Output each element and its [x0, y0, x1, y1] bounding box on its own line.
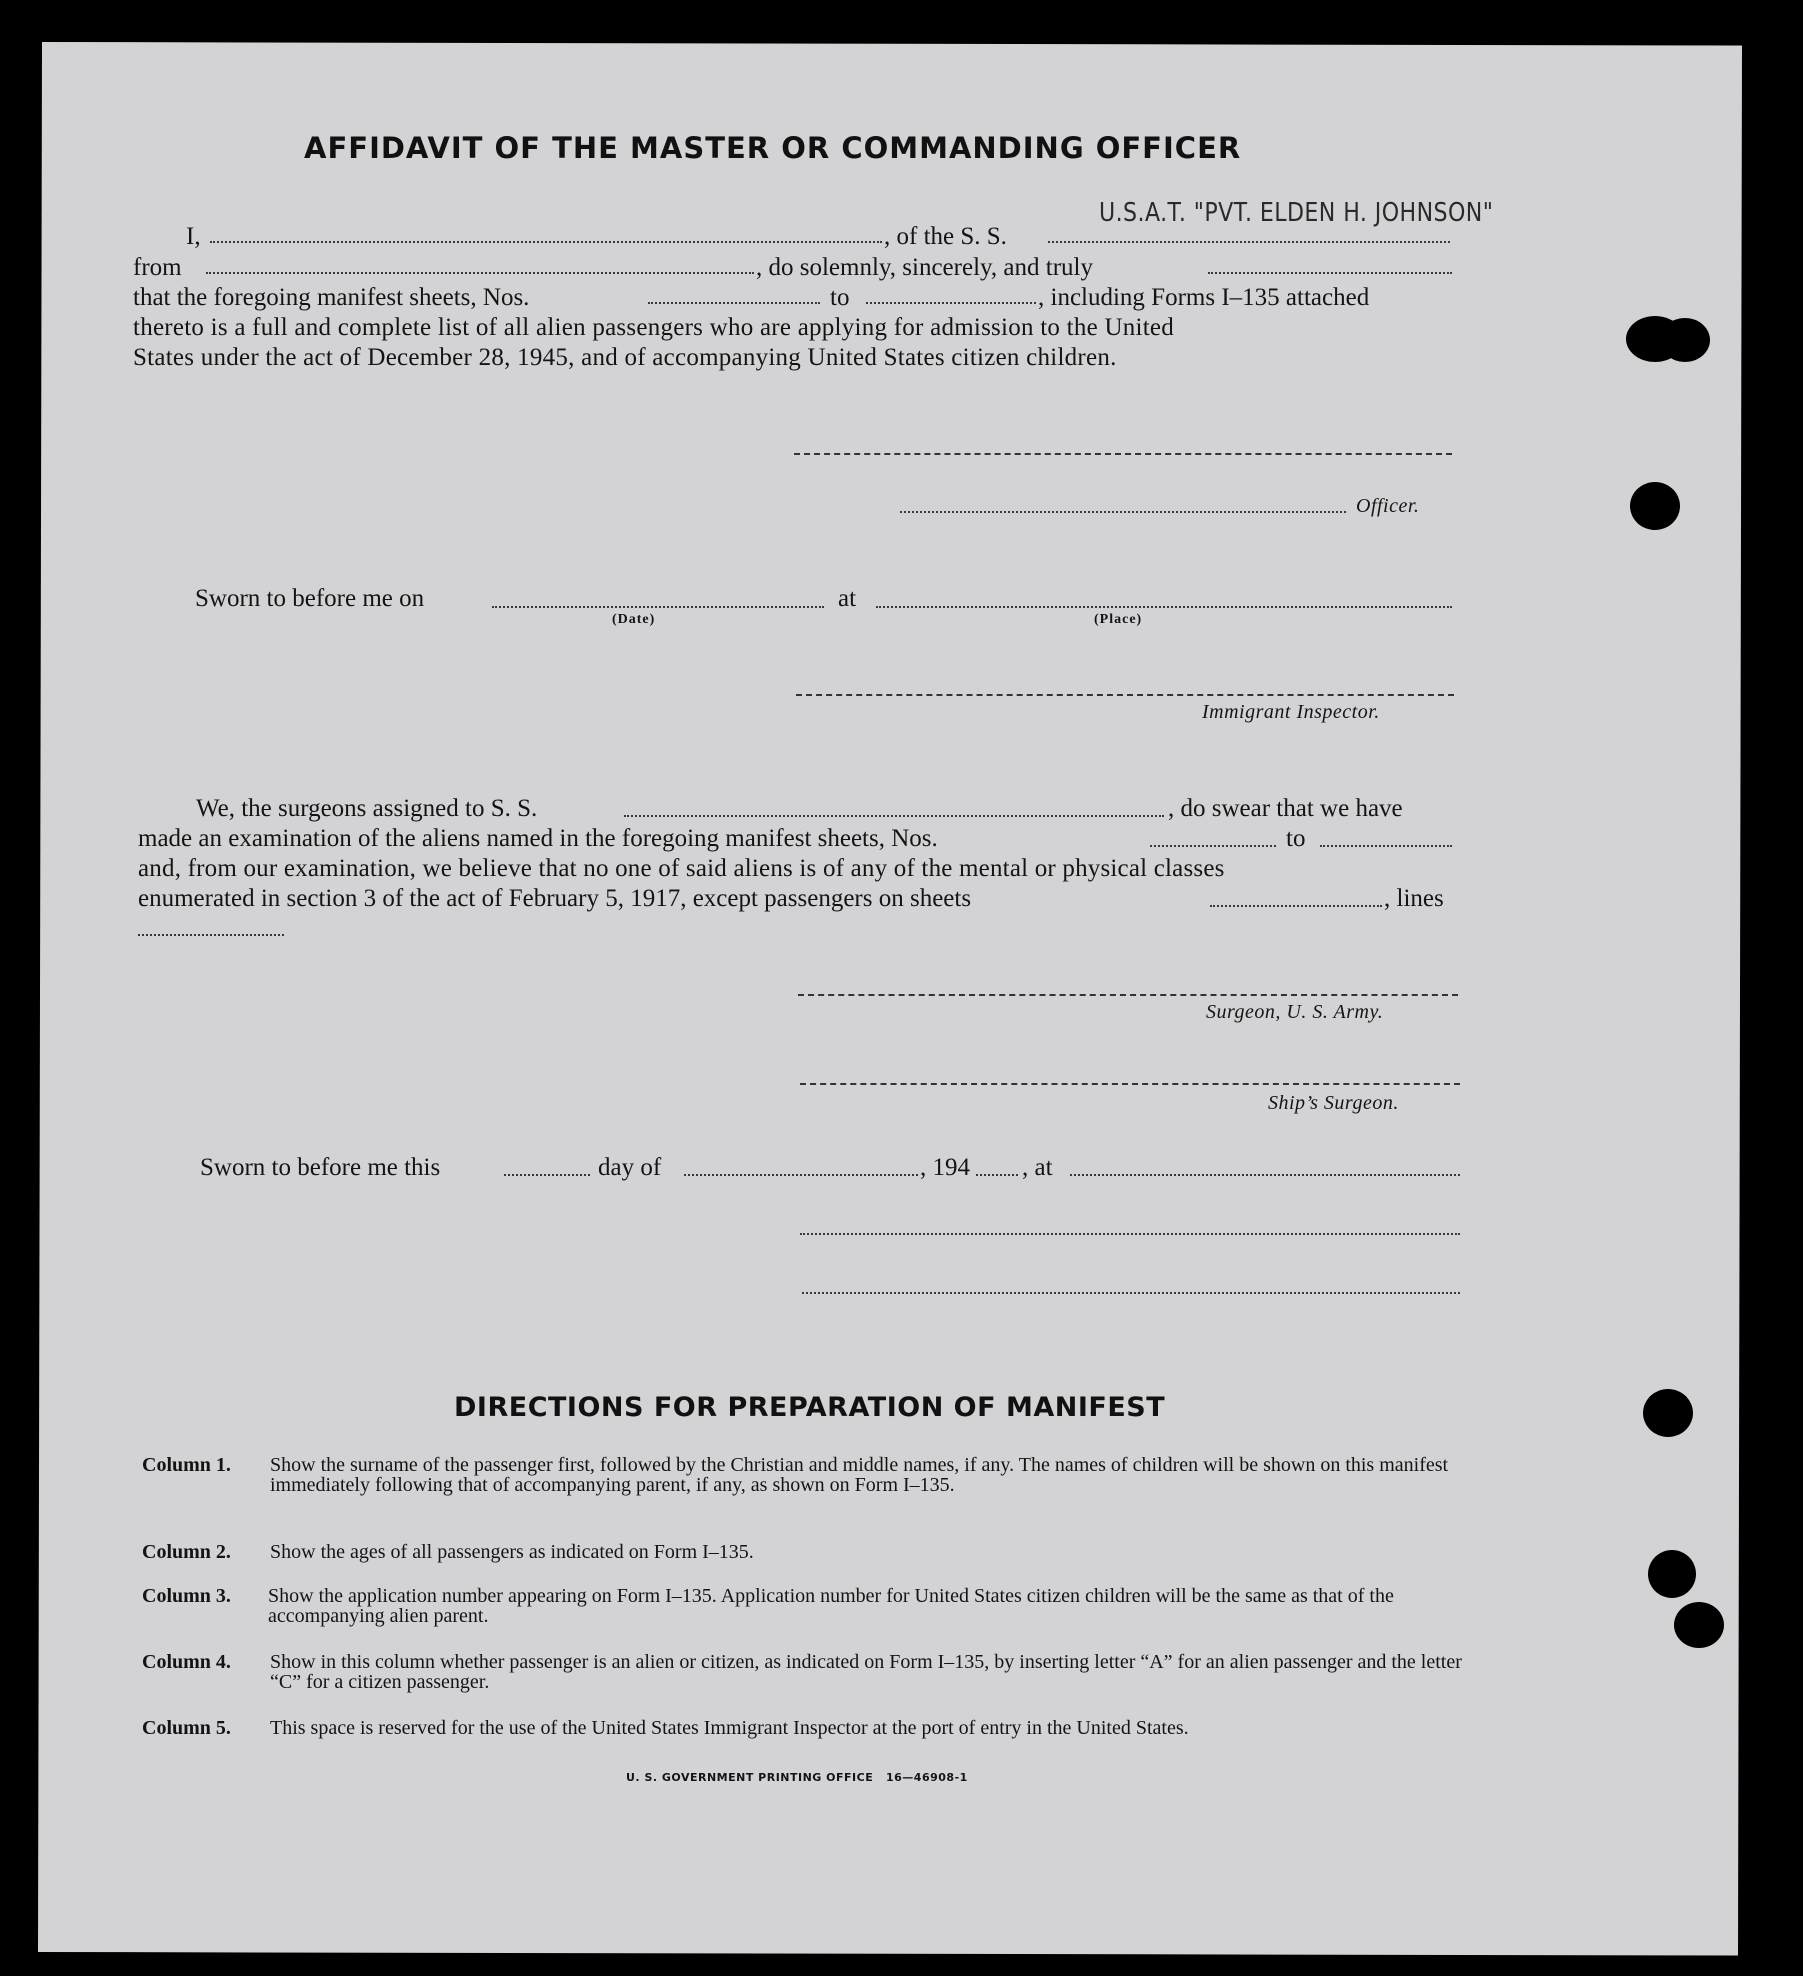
surgeons-line2-a: made an examination of the aliens named in the foregoing manifest sheets, Nos.: [138, 825, 938, 852]
inspector-signature-line[interactable]: [796, 694, 1454, 696]
sworn1-at: at: [838, 585, 857, 612]
column-1-text: Show the surname of the passenger first, followed by the Christian and middle names, if any. The names of children will be shown on this manifest immediately following that of accompanying parent, if any, as shown on Form I–135.: [270, 1454, 1449, 1496]
sworn2-signature-line-2[interactable]: [802, 1292, 1460, 1294]
sworn2-day-field[interactable]: [504, 1174, 590, 1176]
master-signature-line[interactable]: [794, 453, 1452, 455]
affidavit-line5: States under the act of December 28, 1945, and of accompanying United States citizen children.: [133, 344, 1117, 371]
ship-name-field[interactable]: [1048, 241, 1450, 243]
directions-title: DIRECTIONS FOR PREPARATION OF MANIFEST: [454, 1392, 1166, 1423]
affidavit-line3-b: to: [830, 284, 850, 311]
column-3-text: Show the application number appearing on Form I–135. Application number for United States citizen children will be the same as that of the accompanying alien parent.: [268, 1585, 1394, 1627]
surgeons-sheet-to-field[interactable]: [1320, 845, 1452, 847]
surgeons-sheet-from-field[interactable]: [1150, 845, 1276, 847]
date-caption: (Date): [612, 612, 656, 627]
surgeons-line3: and, from our examination, we believe that no one of said aliens is of any of the mental or physical classes: [138, 855, 1225, 882]
column-5-text: This space is reserved for the use of the United States Immigrant Inspector at the port of entry in the United States.: [270, 1717, 1189, 1739]
column-4-text: Show in this column whether passenger is an alien or citizen, as indicated on Form I–135, by inserting letter “A” for an alien passenger and the letter “C” for a citizen passenger.: [270, 1651, 1462, 1693]
place-caption: (Place): [1094, 612, 1143, 627]
affidavit-line3-c: , including Forms I–135 attached: [1038, 284, 1370, 311]
sworn1-prefix: Sworn to before me on: [195, 585, 425, 612]
punch-hole: [1648, 1550, 1696, 1598]
sheet-from-field[interactable]: [648, 302, 820, 304]
sworn2-prefix: Sworn to before me this: [200, 1154, 441, 1181]
surgeons-line4-b: , lines: [1384, 885, 1444, 912]
punch-hole: [1660, 318, 1710, 362]
affidavit-line2-a: from: [133, 254, 182, 281]
punch-hole: [1643, 1389, 1693, 1437]
affidavit-line2-b: , do solemnly, sincerely, and truly: [756, 254, 1093, 281]
sworn1-date-field[interactable]: [492, 606, 824, 608]
column-3-label: Column 3.: [142, 1585, 231, 1607]
punch-hole: [1674, 1602, 1724, 1648]
inspector-label: Immigrant Inspector.: [1202, 701, 1380, 723]
punch-hole: [1630, 482, 1680, 530]
sworn2-at: , at: [1022, 1154, 1053, 1181]
column-5-label: Column 5.: [142, 1717, 231, 1739]
surgeons-ship-field[interactable]: [624, 815, 1164, 817]
except-sheets-field[interactable]: [1210, 905, 1382, 907]
surgeons-line1-a: We, the surgeons assigned to S. S.: [196, 795, 538, 822]
from-port-field[interactable]: [206, 272, 754, 274]
surgeons-line2-b: to: [1286, 825, 1306, 852]
sworn2-year: , 194: [920, 1154, 970, 1181]
sworn2-year-field[interactable]: [976, 1174, 1018, 1176]
officer-label: Officer.: [1356, 495, 1420, 517]
sworn2-signature-line-1[interactable]: [800, 1233, 1460, 1235]
army-surgeon-label: Surgeon, U. S. Army.: [1206, 1001, 1384, 1023]
ship-surgeon-signature-line[interactable]: [800, 1083, 1460, 1085]
column-4-label: Column 4.: [142, 1651, 231, 1673]
printer-credit: U. S. GOVERNMENT PRINTING OFFICE: [626, 1771, 874, 1784]
affidavit-title: AFFIDAVIT OF THE MASTER OR COMMANDING OFFICER: [304, 131, 1242, 165]
column-1-label: Column 1.: [142, 1454, 231, 1476]
affidavit-line1-b: , of the S. S.: [884, 223, 1007, 250]
officer-title-field[interactable]: [900, 511, 1346, 513]
column-2-label: Column 2.: [142, 1541, 231, 1563]
affidavit-line3-a: that the foregoing manifest sheets, Nos.: [133, 284, 530, 311]
form-code: 16—46908-1: [886, 1771, 968, 1784]
affidavit-line4: thereto is a full and complete list of all alien passengers who are applying for admission to the United: [133, 314, 1175, 341]
sheet-to-field[interactable]: [866, 302, 1036, 304]
oath-field[interactable]: [1208, 272, 1452, 274]
ship-surgeon-label: Ship’s Surgeon.: [1268, 1092, 1399, 1114]
surgeons-line4-a: enumerated in section 3 of the act of February 5, 1917, except passengers on sheets: [138, 885, 972, 912]
surgeons-line1-b: , do swear that we have: [1168, 795, 1403, 822]
except-lines-field[interactable]: [138, 934, 284, 936]
ship-name-stamp: U.S.A.T. "PVT. ELDEN H. JOHNSON": [1099, 198, 1494, 228]
army-surgeon-signature-line[interactable]: [798, 994, 1458, 996]
officer-name-field[interactable]: [210, 241, 882, 243]
sworn2-place-field[interactable]: [1070, 1174, 1460, 1176]
sworn2-day-of: day of: [598, 1154, 662, 1181]
sworn2-month-field[interactable]: [684, 1174, 918, 1176]
sworn1-place-field[interactable]: [876, 606, 1452, 608]
affidavit-line1-a: I,: [186, 223, 201, 250]
column-2-text: Show the ages of all passengers as indicated on Form I–135.: [270, 1541, 754, 1563]
